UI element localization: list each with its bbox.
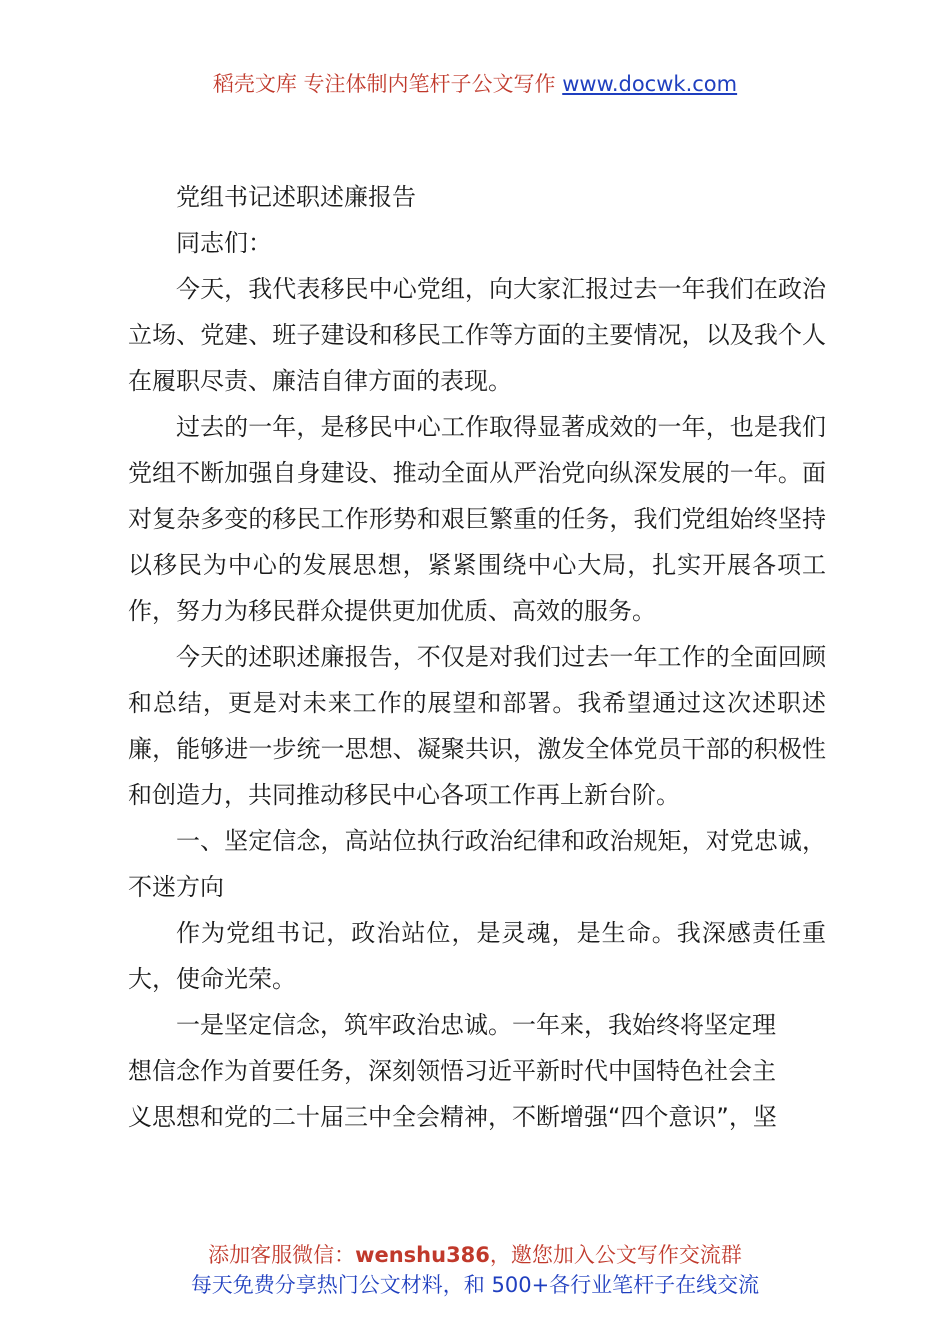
paragraph-1: 今天，我代表移民中心党组，向大家汇报过去一年我们在政治立场、党建、班子建设和移民工作等方面的主要情况，以及我个人在履职尽责、廉洁自律方面的表现。	[128, 275, 826, 395]
document-title: 党组书记述职述廉报告	[176, 183, 416, 211]
paragraph-2: 过去的一年，是移民中心工作取得显著成效的一年，也是我们党组不断加强自身建设、推动全面从严治党向纵深发展的一年。面对复杂多变的移民工作形势和艰巨繁重的任务，我们党组始终坚持以移民为中心的发展思想，紧紧围绕中心大局，扎实开展各项工作，努力为移民群众提供更加优质、高效的服务。	[128, 413, 826, 625]
footer-promo-line: 每天免费分享热门公文材料，和 500+各行业笔杆子在线交流	[190, 1273, 760, 1297]
footer-wechat-id: wenshu386	[355, 1243, 490, 1267]
page-header	[0, 70, 950, 98]
footer-contact-line	[0, 1240, 950, 1270]
section-heading-1: 一、坚定信念，高站位执行政治纪律和政治规矩，对党忠诚，不迷方向	[128, 827, 826, 901]
document-body	[128, 174, 826, 1140]
paragraph-5-line-3: 义思想和党的二十届三中全会精神，不断增强“四个意识”，坚	[128, 1103, 777, 1131]
paragraph-3: 今天的述职述廉报告，不仅是对我们过去一年工作的全面回顾和总结，更是对未来工作的展望和部署。我希望通过这次述职述廉，能够进一步统一思想、凝聚共识，激发全体党员干部的积极性和创造力，共同推动移民中心各项工作再上新台阶。	[128, 643, 826, 809]
document-salutation: 同志们：	[176, 229, 272, 257]
paragraph-5-line-1: 一是坚定信念，筑牢政治忠诚。一年来，我始终将坚定理	[176, 1011, 776, 1039]
header-brand-text: 稻壳文库 专注体制内笔杆子公文写作	[212, 72, 563, 96]
footer-contact-prefix: 添加客服微信：	[208, 1243, 356, 1267]
footer-contact-suffix: ，邀您加入公文写作交流群	[489, 1243, 742, 1267]
page-footer	[0, 1240, 950, 1300]
header-url-link[interactable]: www.docwk.com	[562, 72, 738, 96]
paragraph-5-line-2: 想信念作为首要任务，深刻领悟习近平新时代中国特色社会主	[128, 1057, 776, 1085]
paragraph-4: 作为党组书记，政治站位，是灵魂，是生命。我深感责任重大，使命光荣。	[128, 919, 826, 993]
